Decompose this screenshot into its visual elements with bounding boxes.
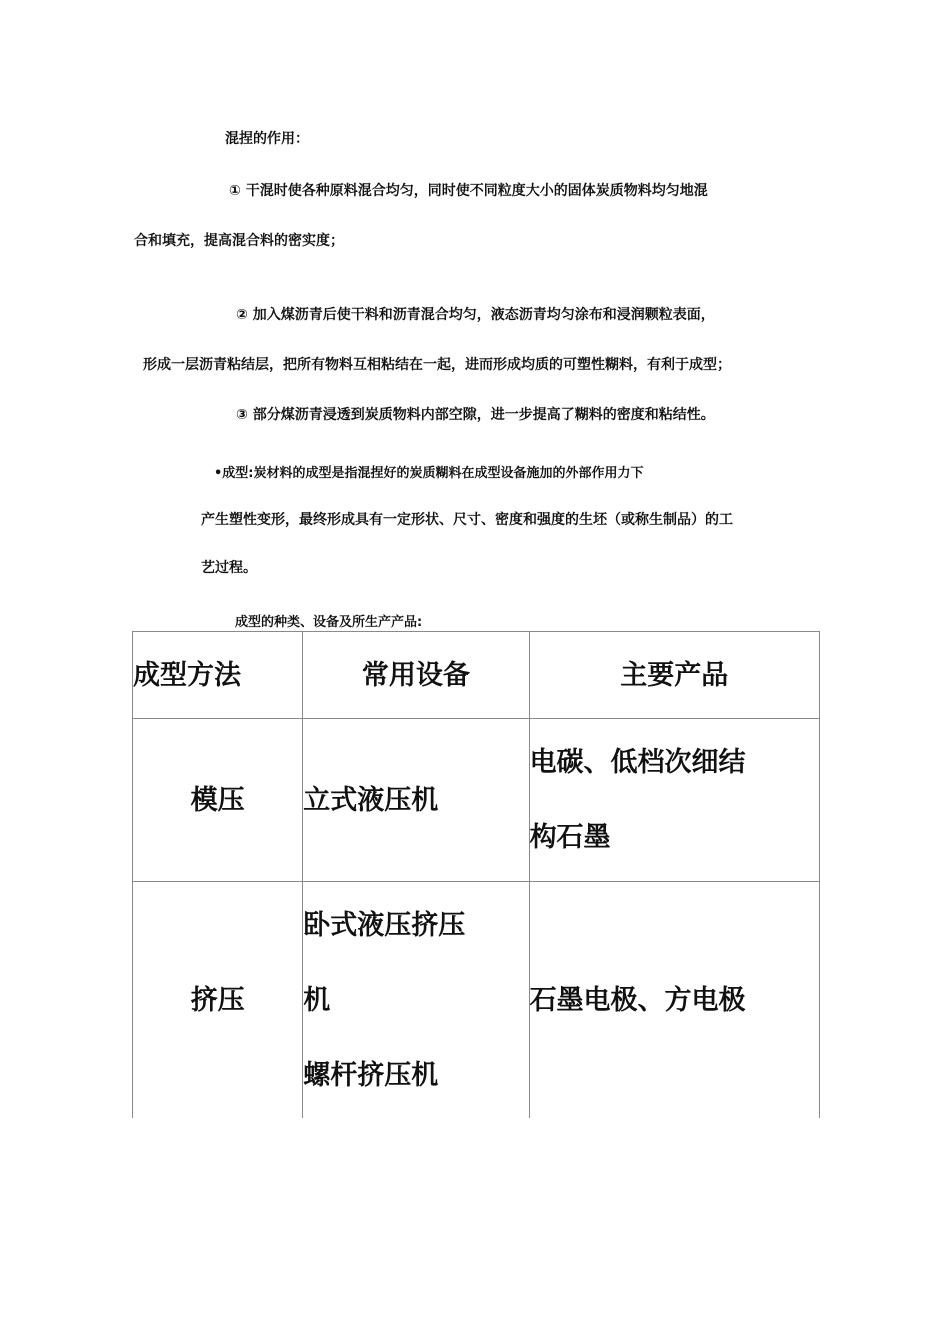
kneading-item-2-line-1: ② 加入煤沥青后使干料和沥青混合均匀，液态沥青均匀涂布和浸润颗粒表面， xyxy=(236,307,715,323)
forming-methods-table xyxy=(132,631,820,1118)
kneading-heading: 混捏的作用： xyxy=(225,131,309,147)
forming-definition-line-2: 产生塑性变形，最终形成具有一定形状、尺寸、密度和强度的生坯（或称生制品）的工 xyxy=(201,512,733,528)
equipment-cell xyxy=(303,882,529,1119)
kneading-item-1-line-1: ① 干混时使各种原料混合均匀，同时使不同粒度大小的固体炭质物料均匀地混 xyxy=(229,183,708,199)
products-line: 电碳、低档次细结 xyxy=(529,747,746,778)
equipment-line: 机 xyxy=(303,984,331,1016)
equipment-line: 螺杆挤压机 xyxy=(303,1059,439,1091)
equipment-line: 立式液压机 xyxy=(303,784,439,816)
products-cell xyxy=(529,719,819,882)
forming-definition-line-1: •成型:炭材料的成型是指混捏好的炭质糊料在成型设备施加的外部作用力下 xyxy=(214,466,644,481)
kneading-item-2-line-2: 形成一层沥青粘结层，把所有物料互相粘结在一起，进而形成均质的可塑性糊料，有利于成型； xyxy=(143,357,731,373)
forming-definition-line-3: 艺过程。 xyxy=(201,560,257,576)
equipment-cell xyxy=(303,719,529,882)
kneading-item-3-line-1: ③ 部分煤沥青浸透到炭质物料内部空隙，进一步提高了糊料的密度和粘结性。 xyxy=(236,407,715,423)
header-equipment: 常用设备 xyxy=(303,632,529,719)
table-row xyxy=(133,719,820,882)
table-caption: 成型的种类、设备及所生产产品: xyxy=(235,615,423,630)
equipment-line: 卧式液压挤压 xyxy=(303,909,466,941)
products-line: 石墨电极、方电极 xyxy=(529,984,746,1016)
table-header-row xyxy=(133,632,820,719)
header-products: 主要产品 xyxy=(529,632,819,719)
kneading-item-1-line-2: 合和填充，提高混合料的密实度； xyxy=(134,233,344,249)
method-cell: 模压 xyxy=(133,719,303,882)
table-row xyxy=(133,882,820,1119)
products-cell xyxy=(529,882,819,1119)
products-line: 构石墨 xyxy=(529,822,611,853)
header-method: 成型方法 xyxy=(133,632,303,719)
method-cell: 挤压 xyxy=(133,882,303,1119)
